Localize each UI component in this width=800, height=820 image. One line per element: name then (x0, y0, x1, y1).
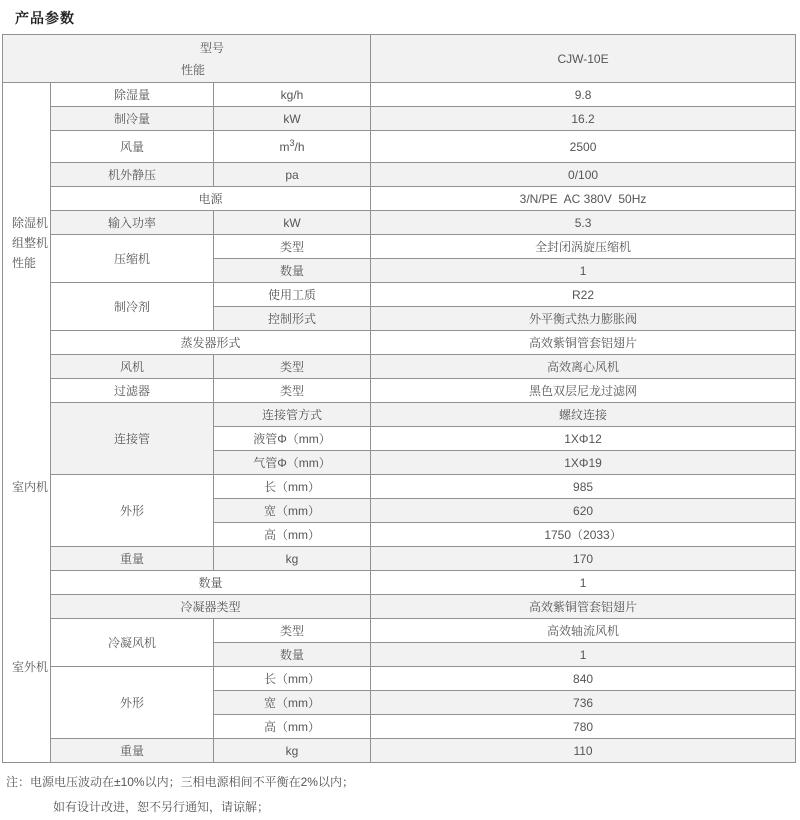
value-condenser-fan-type: 高效轴流风机 (371, 619, 796, 643)
table-row (3, 403, 796, 427)
unit-air-flow: $m^3/h$ (214, 131, 371, 163)
value-pipe-connection-method: 螺纹连接 (371, 403, 796, 427)
value-input-power: 5.3 (371, 211, 796, 235)
label-external-static-pressure: 机外静压 (51, 163, 214, 187)
label-refrigerant-medium: 使用工质 (214, 283, 371, 307)
table-row (3, 595, 796, 619)
unit-input-power: kW (214, 211, 371, 235)
label-air-flow: 风量 (51, 131, 214, 163)
table-row (3, 211, 796, 235)
label-filter-type: 类型 (214, 379, 371, 403)
value-indoor-length: 985 (371, 475, 796, 499)
label-outdoor-weight: 重量 (51, 739, 214, 763)
value-outdoor-height: 780 (371, 715, 796, 739)
page-title: 产品参数 (15, 10, 75, 26)
table-row (3, 355, 796, 379)
table-row (3, 547, 796, 571)
label-connecting-pipe: 连接管 (51, 403, 214, 475)
label-evaporator-type: 蒸发器形式 (51, 331, 371, 355)
label-fan: 风机 (51, 355, 214, 379)
label-power-supply: 电源 (51, 187, 371, 211)
table-row (3, 187, 796, 211)
label-outdoor-height: 高（mm） (214, 715, 371, 739)
label-outdoor-width: 宽（mm） (214, 691, 371, 715)
value-condenser-type: 高效紫铜管套铝翅片 (371, 595, 796, 619)
label-indoor-length: 长（mm） (214, 475, 371, 499)
label-outdoor-dimensions: 外形 (51, 667, 214, 739)
label-condenser-fan-qty: 数量 (214, 643, 371, 667)
label-condenser-fan: 冷凝风机 (51, 619, 214, 667)
table-row (3, 131, 796, 163)
value-air-flow: 2500 (371, 131, 796, 163)
label-refrigerant: 制冷剂 (51, 283, 214, 331)
footnote-voltage: 注：电源电压波动在±10%以内；三相电源相间不平衡在2%以内； (6, 775, 354, 789)
model-value: CJW-10E (371, 35, 796, 83)
table-row (3, 379, 796, 403)
unit-external-static-pressure: pa (214, 163, 371, 187)
label-liquid-pipe-diameter: 液管Φ（mm） (214, 427, 371, 451)
value-power-supply: 3/N/PE AC 380V 50Hz (371, 187, 796, 211)
label-compressor-type: 类型 (214, 235, 371, 259)
value-outdoor-width: 736 (371, 691, 796, 715)
label-indoor-width: 宽（mm） (214, 499, 371, 523)
label-dehumidifying-capacity: 除湿量 (51, 83, 214, 107)
superscript: 3 (289, 137, 295, 148)
table-row (3, 331, 796, 355)
label-condenser-fan-type: 类型 (214, 619, 371, 643)
unit-cooling-capacity: kW (214, 107, 371, 131)
label-filter: 过滤器 (51, 379, 214, 403)
label-gas-pipe-diameter: 气管Φ（mm） (214, 451, 371, 475)
header-label-cell (3, 35, 371, 83)
label-refrigerant-control: 控制形式 (214, 307, 371, 331)
footnote-design-change: 如有设计改进，恕不另行通知，请谅解； (53, 800, 270, 814)
table-row-header (3, 35, 796, 83)
group-indoor-unit: 室内机 (3, 403, 51, 571)
value-condenser-fan-qty: 1 (371, 643, 796, 667)
value-gas-pipe-diameter: 1XΦ19 (371, 451, 796, 475)
value-filter-type: 黑色双层尼龙过滤网 (371, 379, 796, 403)
table-row (3, 107, 796, 131)
value-evaporator-type: 高效紫铜管套铝翅片 (371, 331, 796, 355)
label-compressor-qty: 数量 (214, 259, 371, 283)
label-pipe-connection-method: 连接管方式 (214, 403, 371, 427)
label-condenser-type: 冷凝器类型 (51, 595, 371, 619)
unit-outdoor-weight: kg (214, 739, 371, 763)
value-liquid-pipe-diameter: 1XΦ12 (371, 427, 796, 451)
table-row (3, 571, 796, 595)
table-row (3, 739, 796, 763)
table-row (3, 619, 796, 643)
label-fan-type: 类型 (214, 355, 371, 379)
label-outdoor-qty: 数量 (51, 571, 371, 595)
spec-table (2, 34, 796, 763)
value-indoor-width: 620 (371, 499, 796, 523)
value-indoor-weight: 170 (371, 547, 796, 571)
model-label: 型号 (200, 40, 225, 55)
value-outdoor-qty: 1 (371, 571, 796, 595)
value-refrigerant-medium: R22 (371, 283, 796, 307)
value-refrigerant-control: 外平衡式热力膨胀阀 (371, 307, 796, 331)
table-row (3, 475, 796, 499)
value-external-static-pressure: 0/100 (371, 163, 796, 187)
value-compressor-type: 全封闭涡旋压缩机 (371, 235, 796, 259)
label-indoor-dimensions: 外形 (51, 475, 214, 547)
table-row (3, 283, 796, 307)
label-compressor: 压缩机 (51, 235, 214, 283)
value-outdoor-weight: 110 (371, 739, 796, 763)
table-row (3, 667, 796, 691)
table-row (3, 163, 796, 187)
value-cooling-capacity: 16.2 (371, 107, 796, 131)
footnotes (0, 770, 800, 820)
table-row (3, 83, 796, 107)
value-indoor-height: 1750（2033） (371, 523, 796, 547)
value-dehumidifying-capacity: 9.8 (371, 83, 796, 107)
group-unit-performance: 除湿机 组整机 性能 (3, 83, 51, 403)
table-row (3, 235, 796, 259)
unit-dehumidifying-capacity: kg/h (214, 83, 371, 107)
label-indoor-height: 高（mm） (214, 523, 371, 547)
performance-label: 性能 (181, 62, 206, 77)
value-compressor-qty: 1 (371, 259, 796, 283)
label-input-power: 输入功率 (51, 211, 214, 235)
label-cooling-capacity: 制冷量 (51, 107, 214, 131)
unit-indoor-weight: kg (214, 547, 371, 571)
label-outdoor-length: 长（mm） (214, 667, 371, 691)
value-fan-type: 高效离心风机 (371, 355, 796, 379)
group-outdoor-unit: 室外机 (3, 571, 51, 763)
value-outdoor-length: 840 (371, 667, 796, 691)
label-indoor-weight: 重量 (51, 547, 214, 571)
